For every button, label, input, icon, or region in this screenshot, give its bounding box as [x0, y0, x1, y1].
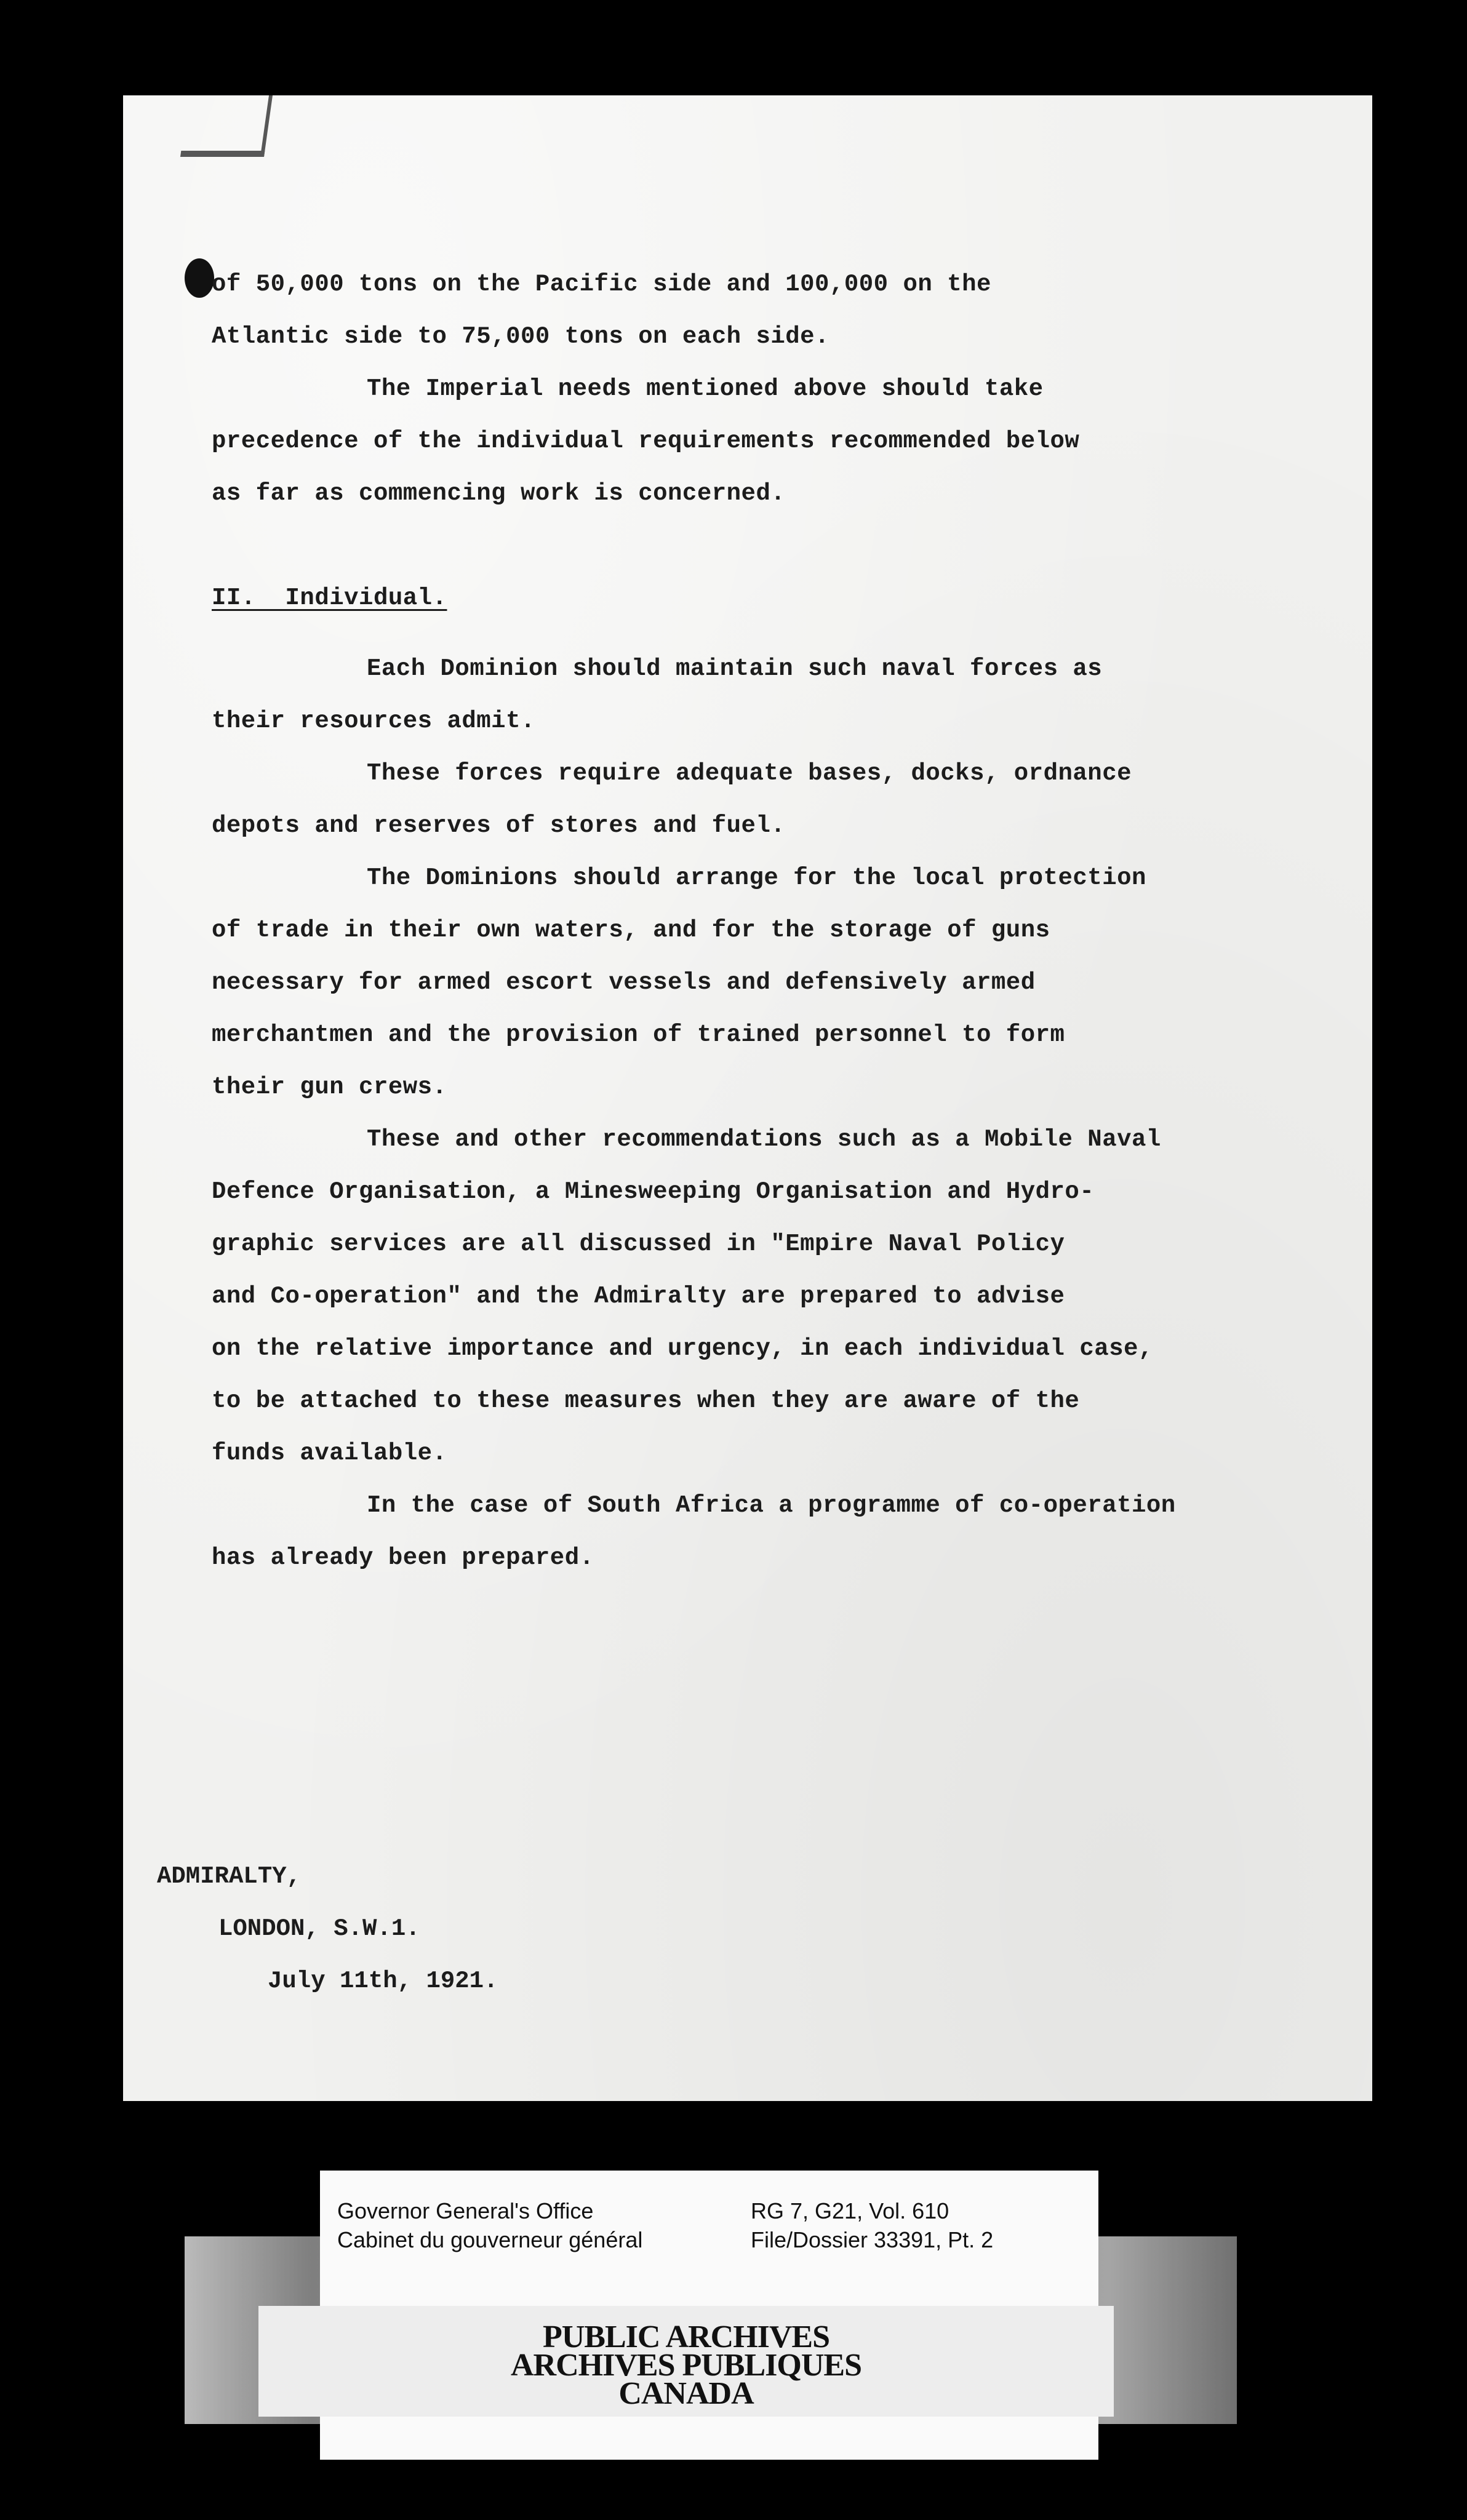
text-line: of trade in their own waters, and for the storage of guns	[212, 917, 1050, 944]
text-line: Defence Organisation, a Minesweeping Organisation and Hydro-	[212, 1178, 1095, 1205]
text-line: to be attached to these measures when they are aware of the	[212, 1387, 1080, 1414]
document-body	[212, 258, 1369, 1584]
signature-office: ADMIRALTY,	[157, 1863, 302, 1890]
section-heading-wrapper	[212, 572, 1369, 624]
text-line: Each Dominion should maintain such naval forces as	[367, 655, 1103, 682]
text-line: These and other recommendations such as a Mobile Naval	[367, 1126, 1161, 1153]
text-line: depots and reserves of stores and fuel.	[212, 812, 786, 839]
paragraph-trade-protection	[212, 852, 1369, 1114]
record-group-reference: RG 7, G21, Vol. 610	[751, 2198, 949, 2223]
text-line: merchantmen and the provision of trained personnel to form	[212, 1021, 1065, 1048]
text-line: necessary for armed escort vessels and defensively armed	[212, 969, 1036, 996]
archives-stamp-card	[258, 2306, 1114, 2417]
text-line: and Co-operation" and the Admiralty are prepared to advise	[212, 1283, 1065, 1310]
paragraph-south-africa	[212, 1480, 1369, 1584]
paragraph-bases	[212, 748, 1369, 852]
office-english: Governor General's Office	[337, 2198, 594, 2223]
paragraph-continuation	[212, 258, 1369, 363]
stamp-line-country: CANADA	[618, 2376, 754, 2411]
paragraph-naval-forces	[212, 643, 1369, 748]
text-line: In the case of South Africa a programme of co-operation	[367, 1492, 1176, 1519]
file-dossier-reference: File/Dossier 33391, Pt. 2	[751, 2227, 994, 2252]
stamp-line-french: ARCHIVES PUBLIQUES	[510, 2348, 862, 2383]
text-line: graphic services are all discussed in "Empire Naval Policy	[212, 1230, 1065, 1258]
text-line: on the relative importance and urgency, in each individual case,	[212, 1335, 1153, 1362]
text-line: of 50,000 tons on the Pacific side and 100,000 on the	[212, 271, 991, 298]
punch-hole	[185, 258, 214, 298]
text-line: as far as commencing work is concerned.	[212, 480, 786, 507]
paragraph-imperial-needs	[212, 363, 1369, 520]
paper-clip-mark	[180, 95, 273, 157]
signature-block	[157, 1851, 498, 2008]
text-line: The Imperial needs mentioned above should take	[367, 375, 1044, 402]
paragraph-recommendations	[212, 1114, 1369, 1480]
office-french: Cabinet du gouverneur général	[337, 2227, 643, 2252]
section-heading: II. Individual.	[212, 584, 447, 612]
text-line: their resources admit.	[212, 708, 535, 735]
text-line: The Dominions should arrange for the local protection	[367, 864, 1146, 891]
text-line: funds available.	[212, 1440, 447, 1467]
text-line: their gun crews.	[212, 1074, 447, 1101]
text-line: These forces require adequate bases, docks, ordnance	[367, 760, 1132, 787]
stamp-line-english: PUBLIC ARCHIVES	[542, 2319, 830, 2355]
archives-stamp	[258, 2319, 1114, 2411]
signature-date: July 11th, 1921.	[268, 1968, 498, 1995]
signature-address: LONDON, S.W.1.	[218, 1915, 420, 1942]
text-line: Atlantic side to 75,000 tons on each side.	[212, 323, 829, 350]
text-line: has already been prepared.	[212, 1544, 594, 1571]
text-line: precedence of the individual requirements recommended below	[212, 428, 1080, 455]
